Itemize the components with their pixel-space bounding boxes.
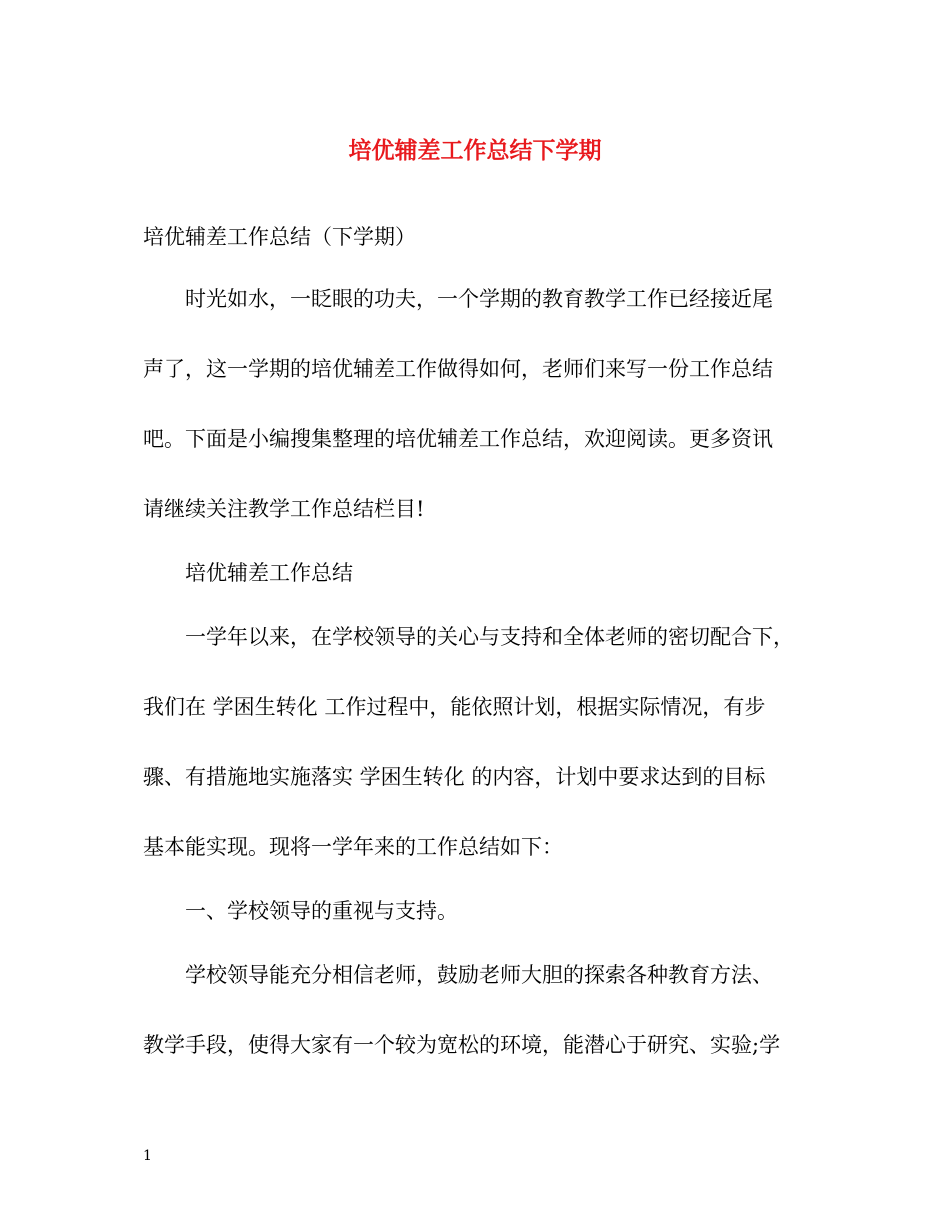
section-heading: 培优辅差工作总结 (185, 561, 353, 585)
paragraph-line: 我们在 学困生转化 工作过程中，能依照计划，根据实际情况，有步 (143, 695, 766, 719)
paragraph-line: 学校领导能充分相信老师，鼓励老师大胆的探索各种教育方法、 (185, 963, 773, 987)
paragraph-line: 时光如水，一眨眼的功夫，一个学期的教育教学工作已经接近尾 (185, 287, 773, 311)
paragraph-line: 吧。下面是小编搜集整理的培优辅差工作总结，欢迎阅读。更多资讯 (143, 427, 773, 451)
paragraph-line: 骤、有措施地实施落实 学困生转化 的内容，计划中要求达到的目标 (143, 765, 766, 789)
paragraph-line: 声了，这一学期的培优辅差工作做得如何，老师们来写一份工作总结 (143, 357, 773, 381)
paragraph-line: 一学年以来，在学校领导的关心与支持和全体老师的密切配合下， (185, 625, 794, 649)
paragraph-line: 请继续关注教学工作总结栏目! (143, 497, 425, 521)
paragraph-line: 教学手段，使得大家有一个较为宽松的环境，能潜心于研究、实验;学 (143, 1033, 781, 1057)
section-heading: 一、学校领导的重视与支持。 (185, 899, 458, 923)
subtitle-line: 培优辅差工作总结（下学期） (143, 225, 416, 249)
paragraph-line: 基本能实现。现将一学年来的工作总结如下： (143, 835, 563, 859)
page-title: 培优辅差工作总结下学期 (348, 137, 602, 164)
page-number: 1 (143, 1148, 152, 1164)
